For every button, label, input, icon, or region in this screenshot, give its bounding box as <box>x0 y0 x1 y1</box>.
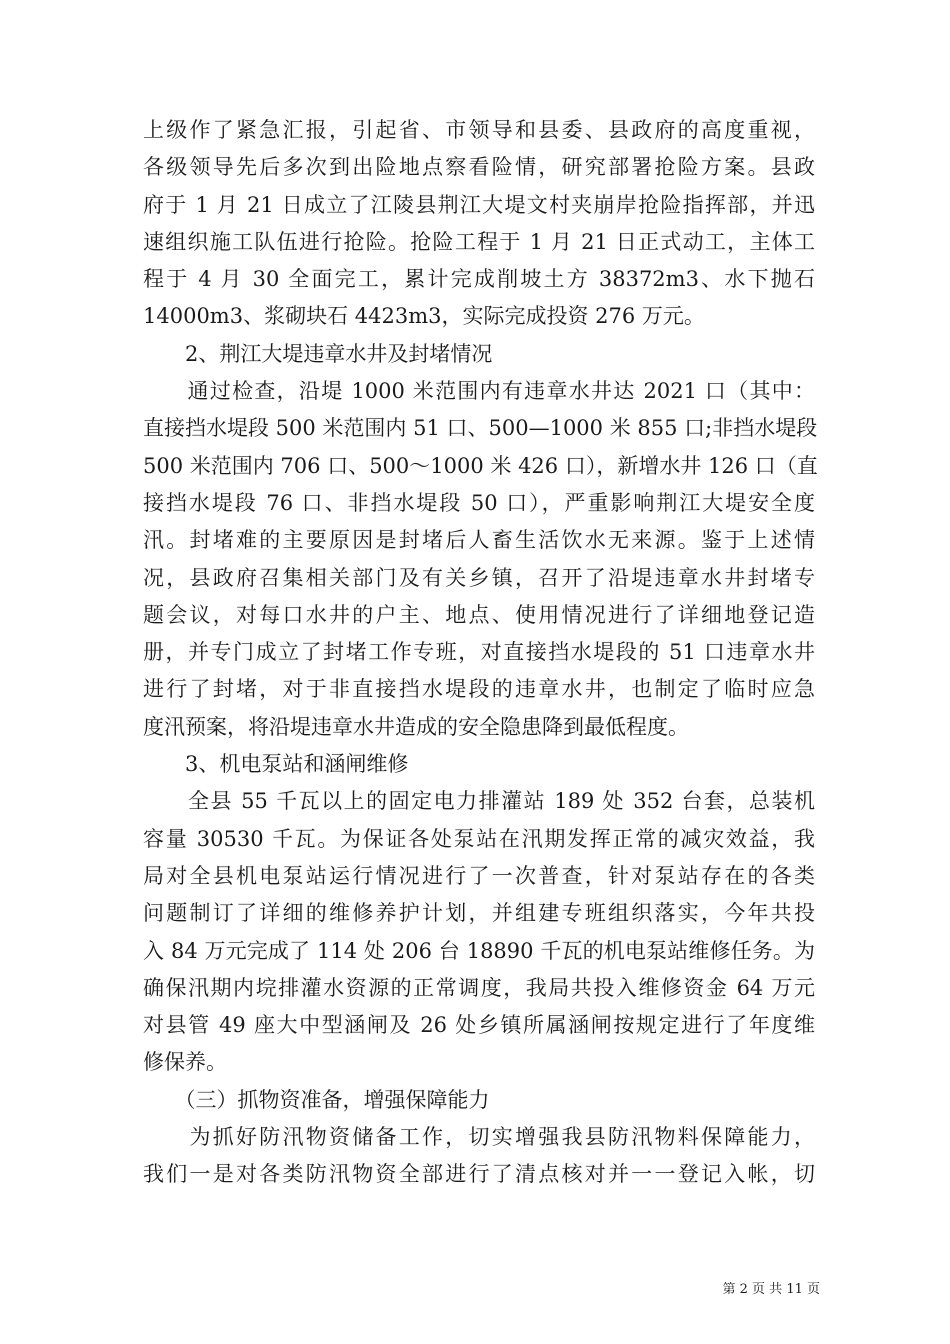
text-line: 通过检查，沿堤 1000 米范围内有违章水井达 2021 口（其中： <box>143 379 815 404</box>
section-heading: （三）抓物资准备，增强保障能力 <box>143 1087 490 1112</box>
text-line: 度汛预案，将沿堤违章水井造成的安全隐患降到最低程度。 <box>143 714 689 739</box>
text-line: 确保汛期内垸排灌水资源的正常调度，我局共投入维修资金 64 万元 <box>143 975 815 1000</box>
section-heading: 2、荆江大堤违章水井及封堵情况 <box>143 341 493 366</box>
text-line: 容量 30530 千瓦。为保证各处泵站在汛期发挥正常的减灾效益，我 <box>143 826 815 851</box>
text-line: 入 84 万元完成了 114 处 206 台 18890 千瓦的机电泵站维修任务。为 <box>143 938 815 963</box>
text-line: 修保养。 <box>143 1050 227 1075</box>
text-line: 14000m3、浆砌块石 4423m3，实际完成投资 276 万元。 <box>143 304 705 329</box>
text-line: 册，并专门成立了封堵工作专班，对直接挡水堤段的 51 口违章水井 <box>143 640 815 665</box>
document-body <box>143 112 818 1194</box>
text-line: 500 米范围内 706 口、500～1000 米 426 口），新增水井 126 口（直 <box>143 453 818 478</box>
text-line: 进行了封堵，对于非直接挡水堤段的违章水井，也制定了临时应急 <box>143 677 815 702</box>
text-line: 汛。封堵难的主要原因是封堵后人畜生活饮水无来源。鉴于上述情 <box>143 528 815 553</box>
text-line: 题会议，对每口水井的户主、地点、使用情况进行了详细地登记造 <box>143 602 815 627</box>
text-line: 我们一是对各类防汛物资全部进行了清点核对并一一登记入帐，切 <box>143 1162 815 1187</box>
text-line: 上级作了紧急汇报，引起省、市领导和县委、县政府的高度重视， <box>143 118 815 142</box>
text-line: 程于 4 月 30 全面完工，累计完成削坡土方 38372m3、水下抛石 <box>143 267 815 292</box>
text-line: 府于 1 月 21 日成立了江陵县荆江大堤文村夹崩岸抢险指挥部，并迅 <box>143 192 815 217</box>
text-line: 问题制订了详细的维修养护计划，并组建专班组织落实，今年共投 <box>143 901 815 926</box>
text-line: 速组织施工队伍进行抢险。抢险工程于 1 月 21 日正式动工，主体工 <box>143 229 815 254</box>
text-line: 对县管 49 座大中型涵闸及 26 处乡镇所属涵闸按规定进行了年度维 <box>143 1013 815 1038</box>
text-line: 直接挡水堤段 500 米范围内 51 口、500—1000 米 855 口;非挡水堤段 <box>143 416 818 441</box>
text-line: 接挡水堤段 76 口、非挡水堤段 50 口），严重影响荆江大堤安全度 <box>143 490 815 515</box>
page-footer: 第 2 页 共 11 页 <box>722 1282 820 1297</box>
text-line: 全县 55 千瓦以上的固定电力排灌站 189 处 352 台套，总装机 <box>143 789 815 814</box>
text-line: 况，县政府召集相关部门及有关乡镇，召开了沿堤违章水井封堵专 <box>143 565 815 590</box>
section-heading: 3、机电泵站和涵闸维修 <box>143 752 409 777</box>
text-line: 各级领导先后多次到出险地点察看险情，研究部署抢险方案。县政 <box>143 155 815 180</box>
text-line: 局对全县机电泵站运行情况进行了一次普查，针对泵站存在的各类 <box>143 863 815 888</box>
text-line: 为抓好防汛物资储备工作，切实增强我县防汛物料保障能力， <box>143 1125 815 1150</box>
